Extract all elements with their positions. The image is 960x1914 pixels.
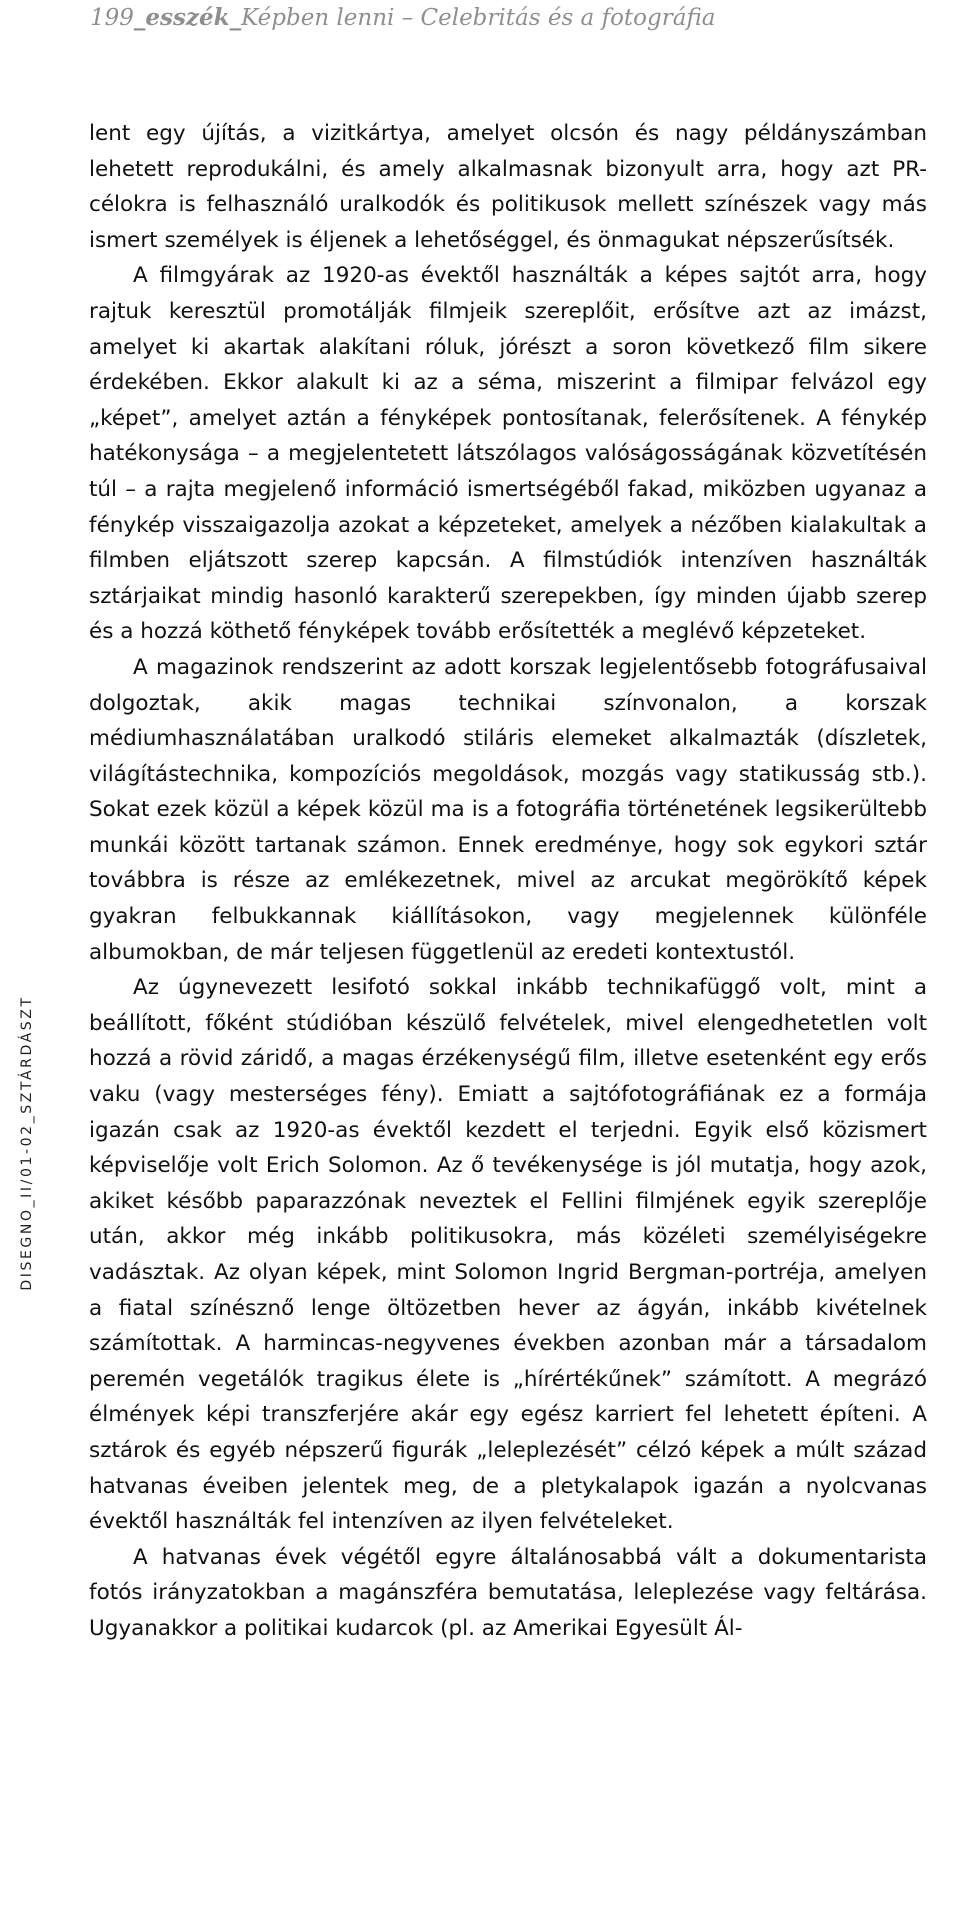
page-number: 199 [90, 5, 134, 31]
body-paragraph: A magazinok rendszerint az adott korszak legjelentősebb fotográfusaival dolgoztak, akik magas technikai színvonalon, a korszak médiumhasználatában uralkodó stiláris elemeket alkalmazták (díszletek, világítástechnika, kompozíciós megoldások, mozgás vagy statikusság stb.). Sokat ezek közül a képek közül ma is a fotográfia történetének legsikerültebb munkái között tartanak számon. Ennek eredménye, hogy sok egykori sztár továbbra is része az emlékezetnek, mivel az arcukat megörökítő képek gyakran felbukkannak kiállításokon, vagy megjelennek különféle albumokban, de már teljesen függetlenül az eredeti kontextustól. [89, 654, 927, 965]
body-paragraph: A hatvanas évek végétől egyre általánosabbá vált a dokumentarista fotós irányzatokban a magánszféra bemutatása, leleplezése vagy feltárása. Ugyanakkor a politikai kudarcok (pl. az Amerikai Egyesült Ál- [89, 1544, 927, 1641]
body-paragraph: Az úgynevezett lesifotó sokkal inkább technikafüggő volt, mint a beállított, főként stúdióban készülő felvételek, mivel elengedhetetlen volt hozzá a rövid záridő, a magas érzékenységű film, illetve esetenként egy erős vaku (vagy mesterséges fény). Emiatt a sajtófotográfiának ez a formája igazán csak az 1920-as évektől kezdett el terjedni. Egyik első közismert képviselője volt Erich Solomon. Az ő tevékenysége is jól mutatja, hogy azok, akiket később paparazzónak neveztek el Fellini filmjének egyik szereplője után, akkor még inkább politikusokra, más közéleti személyiségekre vadásztak. Az olyan képek, mint Solomon Ingrid Bergman-portréja, amelyen a fiatal színésznő lenge öltözetben hever az ágyán, inkább kivételnek számítottak. A harmincas-negyvenes években azonban már a társadalom peremén vegetálók tragikus élete is „hírértékűnek” számított. A megrázó élmények képi transzferjére akár egy egész karriert fel lehetett építeni. A sztárok és egyéb népszerű figurák „leleplezését” célzó képek a múlt század hatvanas éveiben jelentek meg, de a pletykalapok igazán a nyolcvanas évektől használták fel intenzíven az ilyen felvételeket. [89, 975, 927, 1535]
body-paragraph: A filmgyárak az 1920-as évektől használták a képes sajtót arra, hogy rajtuk keresztül promotálják filmjeik szereplőit, erősítve azt az imázst, amelyet ki akartak alakítani róluk, jórészt a soron következő film sikere érdekében. Ekkor alakult ki az a séma, miszerint a filmipar felvázol egy „képet”, amelyet aztán a fényképek pontosítanak, felerősítenek. A fénykép hatékonysága – a megjelentetett látszólagos valóságosságának közvetítésén túl – a rajta megjelenő információ ismertségéből fakad, miközben ugyanaz a fénykép visszaigazolja azokat a képzeteket, amelyek a nézőben kialakultak a filmben eljátszott szerep kapcsán. A filmstúdiók intenzíven használták sztárjaikat mindig hasonló karakterű szerepekben, így minden újabb szerep és a hozzá köthető fényképek tovább erősítették a meglévő képzeteket. [89, 263, 927, 645]
article-title: Képben lenni – Celebritás és a fotográfia [241, 5, 716, 31]
article-body [89, 116, 927, 1647]
journal-issue-label: DISEGNO_II/01-02_SZTÁRDÁSZT [19, 995, 35, 1291]
section-label: _esszék_ [133, 4, 242, 31]
running-head [90, 0, 930, 40]
body-paragraph: lent egy újítás, a vizitkártya, amelyet olcsón és nagy példányszámban lehetett reprodukálni, és amely alkalmasnak bizonyult arra, hogy azt PR-célokra is felhasználó uralkodók és politikusok mellett színészek vagy más ismert személyek is éljenek a lehetőséggel, és önmagukat népszerűsítsék. [89, 121, 927, 253]
